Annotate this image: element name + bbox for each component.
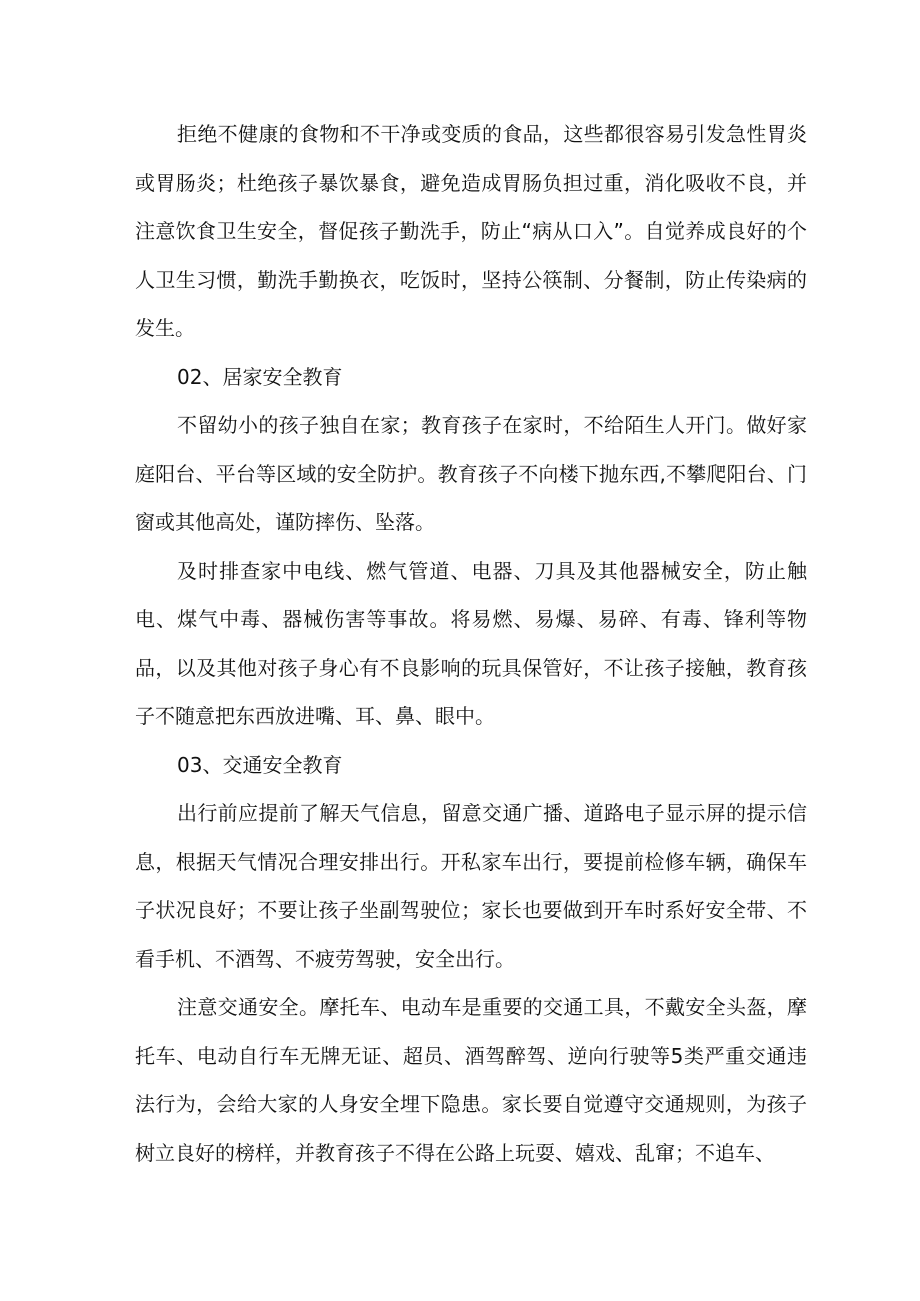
- paragraph-travel-planning: 出行前应提前了解天气信息，留意交通广播、道路电子显示屏的提示信息，根据天气情况合理安排出行。开私家车出行，要提前检修车辆，确保车子状况良好；不要让孩子坐副驾驶位；家长也要做到开车时系好安全带、不看手机、不酒驾、不疲劳驾驶，安全出行。: [135, 801, 807, 971]
- paragraph-traffic-rules: 注意交通安全。摩托车、电动车是重要的交通工具，不戴安全头盔，摩托车、电动自行车无牌无证、超员、酒驾醉驾、逆向行驶等5类严重交通违法行为，会给大家的人身安全埋下隐患。家长要自觉遵守交通规则，为孩子树立良好的榜样，并教育孩子不得在公路上玩耍、嬉戏、乱窜；不追车、: [135, 995, 807, 1165]
- section-heading-home-safety: 02、居家安全教育: [177, 364, 343, 389]
- paragraph-home-alone: 不留幼小的孩子独自在家；教育孩子在家时，不给陌生人开门。做好家庭阳台、平台等区域的安全防护。教育孩子不向楼下抛东西,不攀爬阳台、门窗或其他高处，谨防摔伤、坠落。: [135, 413, 807, 534]
- document-body: [135, 110, 807, 1177]
- paragraph-food-hygiene: 拒绝不健康的食物和不干净或变质的食品，这些都很容易引发急性胃炎或胃肠炎；杜绝孩子暴饮暴食，避免造成胃肠负担过重，消化吸收不良，并注意饮食卫生安全，督促孩子勤洗手，防止“病从口入”。自觉养成良好的个人卫生习惯，勤洗手勤换衣，吃饭时，坚持公筷制、分餐制，防止传染病的发生。: [135, 122, 807, 340]
- paragraph-household-hazards: 及时排查家中电线、燃气管道、电器、刀具及其他器械安全，防止触电、煤气中毒、器械伤害等事故。将易燃、易爆、易碎、有毒、锋利等物品，以及其他对孩子身心有不良影响的玩具保管好，不让孩子接触，教育孩子不随意把东西放进嘴、耳、鼻、眼中。: [135, 558, 807, 728]
- section-heading-traffic-safety: 03、交通安全教育: [177, 752, 343, 777]
